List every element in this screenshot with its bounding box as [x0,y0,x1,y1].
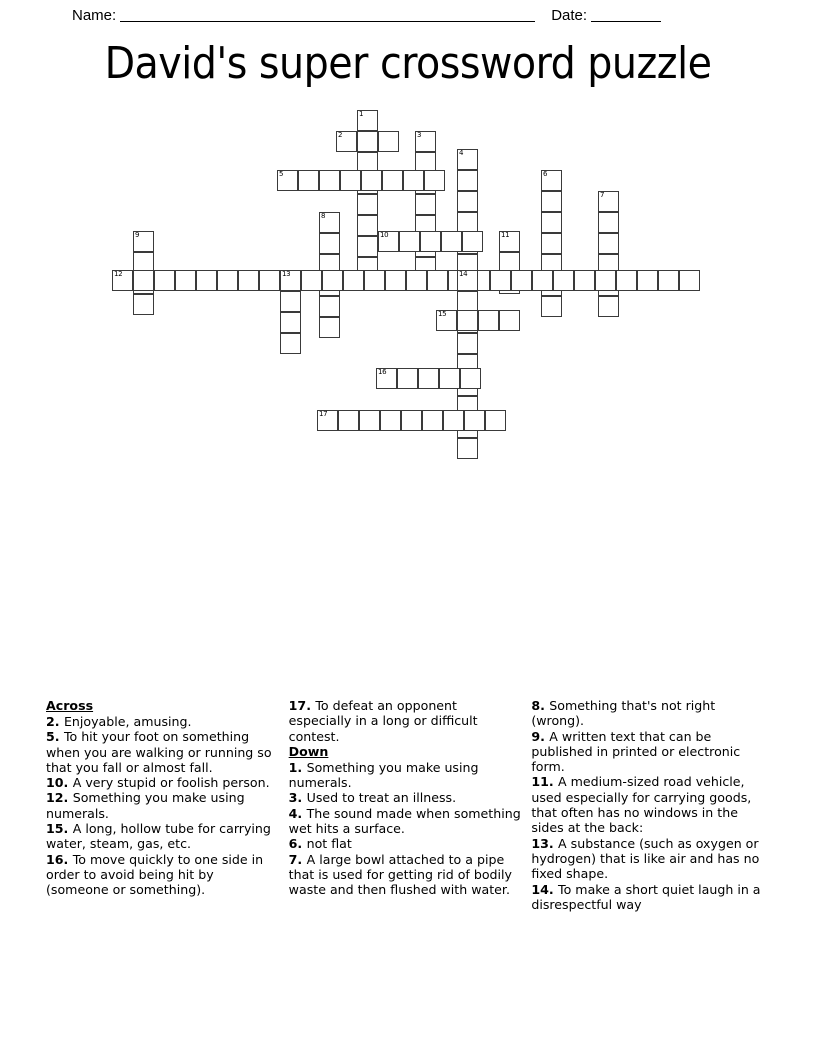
grid-cell[interactable] [280,333,301,354]
grid-cell[interactable] [340,170,361,191]
clue-item [46,852,279,898]
grid-cell[interactable] [420,231,441,252]
grid-cell[interactable] [457,291,478,312]
grid-cell[interactable] [133,294,154,315]
grid-cell[interactable] [382,170,403,191]
grid-cell[interactable] [277,170,298,191]
clue-item [289,760,522,791]
grid-cell[interactable] [133,231,154,252]
clue-number: 15. [46,821,73,837]
grid-cell[interactable] [443,410,464,431]
grid-cell[interactable] [541,170,562,191]
grid-cell[interactable] [637,270,658,291]
grid-cell[interactable] [319,317,340,338]
cell-number: 16 [378,368,387,376]
clue-text: To hit your foot on something when you are walking or running so that you fall or almost fall. [46,729,272,775]
cell-number: 12 [114,270,123,278]
grid-cell[interactable] [343,270,364,291]
grid-cell[interactable] [436,310,457,331]
cell-number: 11 [501,231,510,239]
clue-number: 1. [288,759,307,775]
clue-text: The sound made when something wet hits a surface. [288,805,521,837]
clue-number: 16. [46,851,73,867]
grid-cell[interactable] [317,410,338,431]
grid-cell[interactable] [457,170,478,191]
grid-cell[interactable] [598,296,619,317]
grid-cell[interactable] [541,191,562,212]
grid-cell[interactable] [457,270,478,291]
cell-number: 7 [600,191,605,199]
grid-cell[interactable] [457,191,478,212]
clue-columns [46,698,774,948]
grid-cell[interactable] [364,270,385,291]
grid-cell[interactable] [238,270,259,291]
across-heading: Across [46,698,94,713]
clue-text: A long, hollow tube for carrying water, steam, gas, etc. [46,821,271,852]
grid-cell[interactable] [378,231,399,252]
grid-cell[interactable] [154,270,175,291]
grid-cell[interactable] [658,270,679,291]
grid-cell[interactable] [598,233,619,254]
clue-number: 4. [288,805,307,821]
clue-number: 3. [288,790,307,806]
grid-cell[interactable] [490,270,511,291]
grid-cell[interactable] [376,368,397,389]
grid-cell[interactable] [511,270,532,291]
grid-cell[interactable] [553,270,574,291]
grid-cell[interactable] [415,194,436,215]
clue-text: To defeat an opponent especially in a long or difficult contest. [288,698,478,744]
clue-item [531,698,764,729]
grid-cell[interactable] [280,312,301,333]
grid-cell[interactable] [259,270,280,291]
clue-item [46,775,279,790]
clue-number: 17. [288,698,316,713]
grid-cell[interactable] [485,410,506,431]
grid-cell[interactable] [418,368,439,389]
cell-number: 2 [338,131,343,139]
cell-number: 13 [282,270,291,278]
grid-cell[interactable] [280,270,301,291]
grid-cell[interactable] [357,236,378,257]
clue-number: 10. [46,775,73,791]
grid-cell[interactable] [397,368,418,389]
grid-cell[interactable] [319,233,340,254]
grid-cell[interactable] [457,438,478,459]
clue-column-1 [46,698,289,948]
cell-number: 5 [279,170,284,178]
grid-cell[interactable] [415,131,436,152]
grid-cell[interactable] [336,131,357,152]
clue-number: 6. [288,836,307,852]
grid-cell[interactable] [598,212,619,233]
clue-number: 2. [46,714,64,729]
grid-cell[interactable] [541,212,562,233]
grid-cell[interactable] [175,270,196,291]
clue-text: Something you make using numerals. [46,790,245,821]
grid-cell[interactable] [378,131,399,152]
clue-text: A written text that can be published in printed or electronic form. [531,728,741,775]
clue-number: 14. [531,881,559,897]
name-label: Name: [72,6,117,24]
grid-cell[interactable] [457,310,478,331]
grid-cell[interactable] [457,333,478,354]
grid-cell[interactable] [357,131,378,152]
clue-number: 8. [531,698,550,713]
grid-cell[interactable] [319,296,340,317]
grid-cell[interactable] [427,270,448,291]
grid-cell[interactable] [441,231,462,252]
cell-number: 17 [319,410,328,418]
grid-cell[interactable] [679,270,700,291]
clue-text: Enjoyable, amusing. [63,714,192,729]
grid-cell[interactable] [462,231,483,252]
grid-cell[interactable] [403,170,424,191]
grid-cell[interactable] [319,170,340,191]
grid-cell[interactable] [357,215,378,236]
grid-cell[interactable] [380,410,401,431]
grid-cell[interactable] [385,270,406,291]
grid-cell[interactable] [439,368,460,389]
grid-cell[interactable] [298,170,319,191]
down-heading: Down [288,743,329,759]
clue-number: 12. [46,790,73,806]
grid-cell[interactable] [217,270,238,291]
clue-item [289,806,522,837]
clue-number: 5. [46,729,64,745]
grid-cell[interactable] [541,296,562,317]
grid-cell[interactable] [478,310,499,331]
grid-cell[interactable] [359,410,380,431]
page-title: David's super crossword puzzle [104,38,712,89]
clue-item [46,714,279,729]
clue-column-3 [531,698,774,948]
clue-item [289,698,522,744]
cell-number: 3 [417,131,422,139]
clue-item [46,790,279,821]
clue-text: To make a short quiet laugh in a disrespectful way [531,881,761,912]
grid-cell[interactable] [532,270,553,291]
grid-cell[interactable] [133,270,154,291]
grid-cell[interactable] [196,270,217,291]
clue-number: 7. [288,851,307,867]
clue-text: To move quickly to one side in order to avoid being hit by (someone or something). [46,851,264,898]
clue-text: Used to treat an illness. [306,790,457,806]
grid-cell[interactable] [460,368,481,389]
grid-cell[interactable] [422,410,443,431]
grid-cell[interactable] [424,170,445,191]
cell-number: 1 [359,110,364,118]
cell-number: 8 [321,212,326,220]
clue-item [46,729,279,775]
grid-cell[interactable] [280,291,301,312]
clue-item [46,821,279,852]
clue-item [289,790,522,805]
grid-cell[interactable] [361,170,382,191]
grid-cell[interactable] [406,270,427,291]
grid-cell[interactable] [464,410,485,431]
clue-text: not flat [306,836,352,852]
grid-cell[interactable] [457,149,478,170]
clue-item [289,852,522,898]
cell-number: 4 [459,149,464,157]
clue-number: 11. [531,774,559,790]
grid-cell[interactable] [616,270,637,291]
grid-cell[interactable] [322,270,343,291]
grid-cell[interactable] [499,310,520,331]
clue-item [531,836,764,882]
clue-text: A substance (such as oxygen or hydrogen) that is like air and has no fixed shape. [531,835,760,882]
cell-number: 14 [459,270,468,278]
grid-cell[interactable] [357,110,378,131]
grid-cell[interactable] [401,410,422,431]
grid-cell[interactable] [541,233,562,254]
grid-cell[interactable] [301,270,322,291]
cell-number: 10 [380,231,389,239]
grid-cell[interactable] [319,212,340,233]
grid-cell[interactable] [598,191,619,212]
clue-text: A medium-sized road vehicle, used especially for carrying goods, that often has no windows in the sides at the back: [531,774,752,836]
grid-cell[interactable] [499,231,520,252]
crossword-grid[interactable] [0,0,816,480]
cell-number: 9 [135,231,140,239]
clue-item [531,729,764,775]
grid-cell[interactable] [112,270,133,291]
clue-number: 9. [531,728,550,744]
clue-text: Something that's not right (wrong). [531,698,716,729]
grid-cell[interactable] [595,270,616,291]
cell-number: 6 [543,170,548,178]
date-label: Date: [551,6,588,24]
grid-cell[interactable] [457,212,478,233]
grid-cell[interactable] [574,270,595,291]
clue-text: A very stupid or foolish person. [72,775,270,791]
clue-number: 13. [531,835,559,851]
grid-cell[interactable] [338,410,359,431]
grid-cell[interactable] [357,194,378,215]
clue-column-2 [289,698,532,948]
grid-cell[interactable] [399,231,420,252]
cell-number: 15 [438,310,447,318]
clue-text: Something you make using numerals. [288,759,479,791]
clue-item [289,836,522,851]
clue-item [531,774,764,835]
clue-text: A large bowl attached to a pipe that is used for getting rid of bodily waste and then flushed with water. [288,851,512,898]
clue-item [531,882,764,913]
